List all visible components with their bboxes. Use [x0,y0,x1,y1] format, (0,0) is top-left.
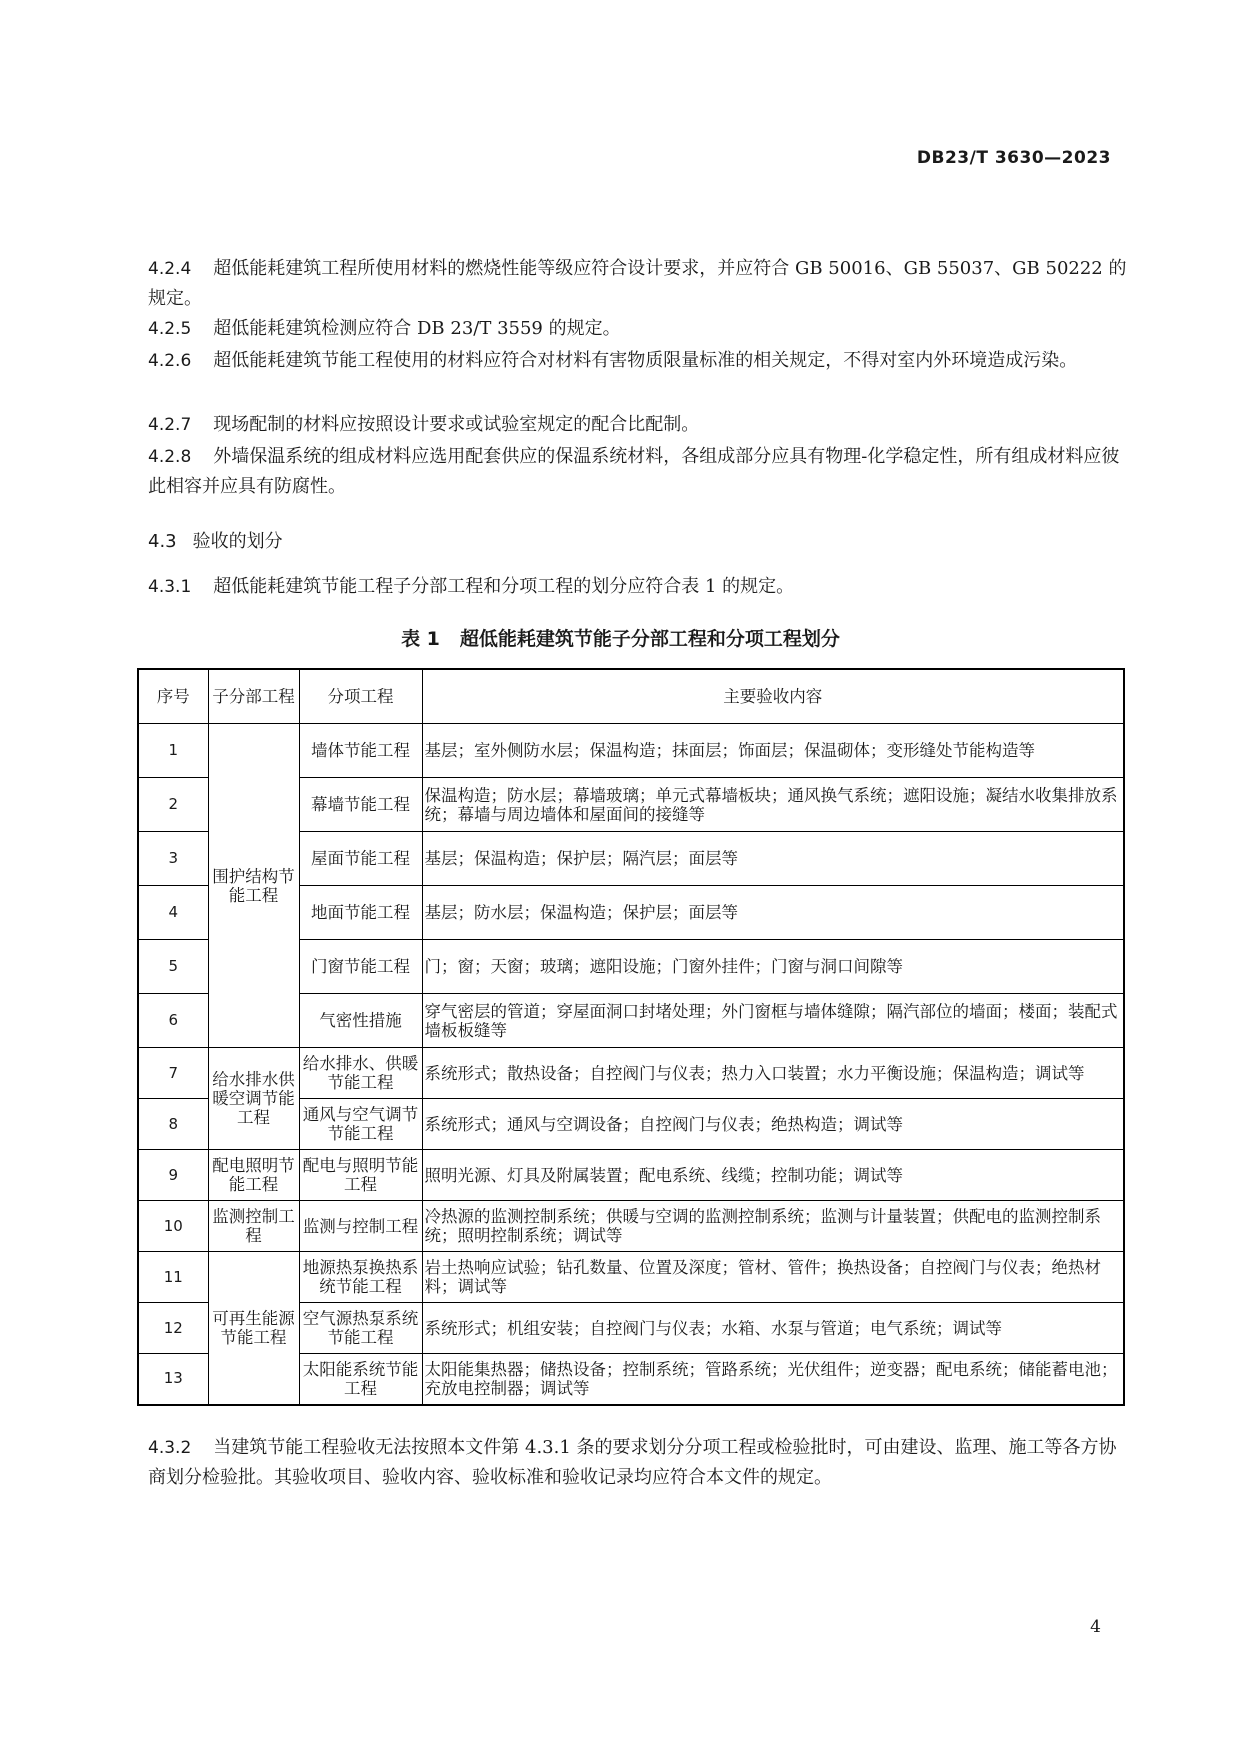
row-number: 10 [138,1201,208,1252]
item-cell: 地面节能工程 [299,886,422,940]
content-cell: 冷热源的监测控制系统；供暖与空调的监测控制系统；监测与计量装置；供配电的监测控制系统；照明控制系统；调试等 [422,1201,1124,1252]
item-cell: 太阳能系统节能工程 [299,1354,422,1405]
row-number: 12 [138,1303,208,1354]
row-number: 6 [138,994,208,1048]
item-cell: 地源热泵换热系统节能工程 [299,1252,422,1303]
row-number: 13 [138,1354,208,1405]
content-cell: 基层；室外侧防水层；保温构造；抹面层；饰面层；保温砌体；变形缝处节能构造等 [422,724,1124,778]
row-number: 5 [138,940,208,994]
row-number: 4 [138,886,208,940]
item-cell: 给水排水、供暖节能工程 [299,1048,422,1099]
table-caption [0,624,1241,651]
row-number: 11 [138,1252,208,1303]
table-row [138,1252,1124,1303]
row-number: 8 [138,1099,208,1150]
row-number: 7 [138,1048,208,1099]
item-cell: 幕墙节能工程 [299,778,422,832]
clause-text: 现场配制的材料应按照设计要求或试验室规定的配合比配制。 [213,414,700,435]
row-number: 9 [138,1150,208,1201]
sub-division-cell: 配电照明节能工程 [208,1150,299,1201]
row-number: 2 [138,778,208,832]
sub-division-cell: 围护结构节能工程 [208,724,299,1048]
header-no: 序号 [138,669,208,724]
section-number: 4.3 [148,531,177,552]
content-cell: 系统形式；散热设备；自控阀门与仪表；热力入口装置；水力平衡设施；保温构造；调试等 [422,1048,1124,1099]
clause-number: 4.3.1 [148,577,192,597]
table-row [138,1150,1124,1201]
content-cell: 基层；保温构造；保护层；隔汽层；面层等 [422,832,1124,886]
item-cell: 通风与空气调节节能工程 [299,1099,422,1150]
clause-4-3-1 [148,572,1128,602]
row-number: 3 [138,832,208,886]
item-cell: 墙体节能工程 [299,724,422,778]
clause-4-2-4 [148,254,1128,314]
clause-text: 超低能耗建筑节能工程使用的材料应符合对材料有害物质限量标准的相关规定，不得对室内外环境造成污染。 [213,350,1078,371]
page-number: 4 [1090,1617,1101,1637]
item-cell: 监测与控制工程 [299,1201,422,1252]
clause-4-2-8 [148,442,1128,502]
clause-4-2-5 [148,314,1128,344]
content-cell: 保温构造；防水层；幕墙玻璃；单元式幕墙板块；通风换气系统；遮阳设施；凝结水收集排放系统；幕墙与周边墙体和屋面间的接缝等 [422,778,1124,832]
item-cell: 气密性措施 [299,994,422,1048]
section-title: 验收的划分 [192,531,283,552]
header-sub-division: 子分部工程 [208,669,299,724]
header-content: 主要验收内容 [422,669,1124,724]
item-cell: 空气源热泵系统节能工程 [299,1303,422,1354]
clause-number: 4.2.4 [148,259,192,279]
content-cell: 系统形式；机组安装；自控阀门与仪表；水箱、水泵与管道；电气系统；调试等 [422,1303,1124,1354]
item-cell: 配电与照明节能工程 [299,1150,422,1201]
table-row [138,724,1124,778]
sub-division-cell: 监测控制工程 [208,1201,299,1252]
clause-number: 4.3.2 [148,1438,192,1458]
clause-number: 4.2.5 [148,319,192,339]
table-row [138,1201,1124,1252]
clause-4-2-6 [148,346,1128,376]
item-cell: 门窗节能工程 [299,940,422,994]
clause-text: 超低能耗建筑检测应符合 DB 23/T 3559 的规定。 [213,318,621,339]
clause-text: 超低能耗建筑节能工程子分部工程和分项工程的划分应符合表 1 的规定。 [213,576,795,597]
row-number: 1 [138,724,208,778]
content-cell: 系统形式；通风与空调设备；自控阀门与仪表；绝热构造；调试等 [422,1099,1124,1150]
table-number: 表 1 [401,628,440,650]
sub-division-cell: 可再生能源节能工程 [208,1252,299,1405]
document-code: DB23/T 3630—2023 [916,148,1111,168]
clause-number: 4.2.6 [148,351,192,371]
item-cell: 屋面节能工程 [299,832,422,886]
content-cell: 门；窗；天窗；玻璃；遮阳设施；门窗外挂件；门窗与洞口间隙等 [422,940,1124,994]
section-heading-4-3 [148,527,283,553]
clause-number: 4.2.8 [148,447,192,467]
content-cell: 基层；防水层；保温构造；保护层；面层等 [422,886,1124,940]
table-title: 超低能耗建筑节能子分部工程和分项工程划分 [459,628,840,650]
content-cell: 穿气密层的管道；穿屋面洞口封堵处理；外门窗框与墙体缝隙；隔汽部位的墙面；楼面；装配式墙板板缝等 [422,994,1124,1048]
clause-text: 当建筑节能工程验收无法按照本文件第 4.3.1 条的要求划分分项工程或检验批时，可由建设、监理、施工等各方协商划分检验批。其验收项目、验收内容、验收标准和验收记录均应符合本文件的规定。 [148,1437,1117,1488]
table-row [138,1048,1124,1099]
table-header-row [138,669,1124,724]
content-cell: 照明光源、灯具及附属装置；配电系统、线缆；控制功能；调试等 [422,1150,1124,1201]
header-item: 分项工程 [299,669,422,724]
clause-4-2-7 [148,410,1128,440]
sub-division-cell: 给水排水供暖空调节能工程 [208,1048,299,1150]
clause-text: 外墙保温系统的组成材料应选用配套供应的保温系统材料，各组成部分应具有物理-化学稳定性，所有组成材料应彼此相容并应具有防腐性。 [148,446,1120,497]
content-cell: 太阳能集热器；储热设备；控制系统；管路系统；光伏组件；逆变器；配电系统；储能蓄电池；充放电控制器；调试等 [422,1354,1124,1405]
clause-4-3-2 [148,1433,1128,1493]
content-cell: 岩土热响应试验；钻孔数量、位置及深度；管材、管件；换热设备；自控阀门与仪表；绝热材料；调试等 [422,1252,1124,1303]
division-table [137,668,1125,1406]
clause-text: 超低能耗建筑工程所使用材料的燃烧性能等级应符合设计要求，并应符合 GB 50016、GB 55037、GB 50222 的规定。 [148,258,1127,309]
clause-number: 4.2.7 [148,415,192,435]
